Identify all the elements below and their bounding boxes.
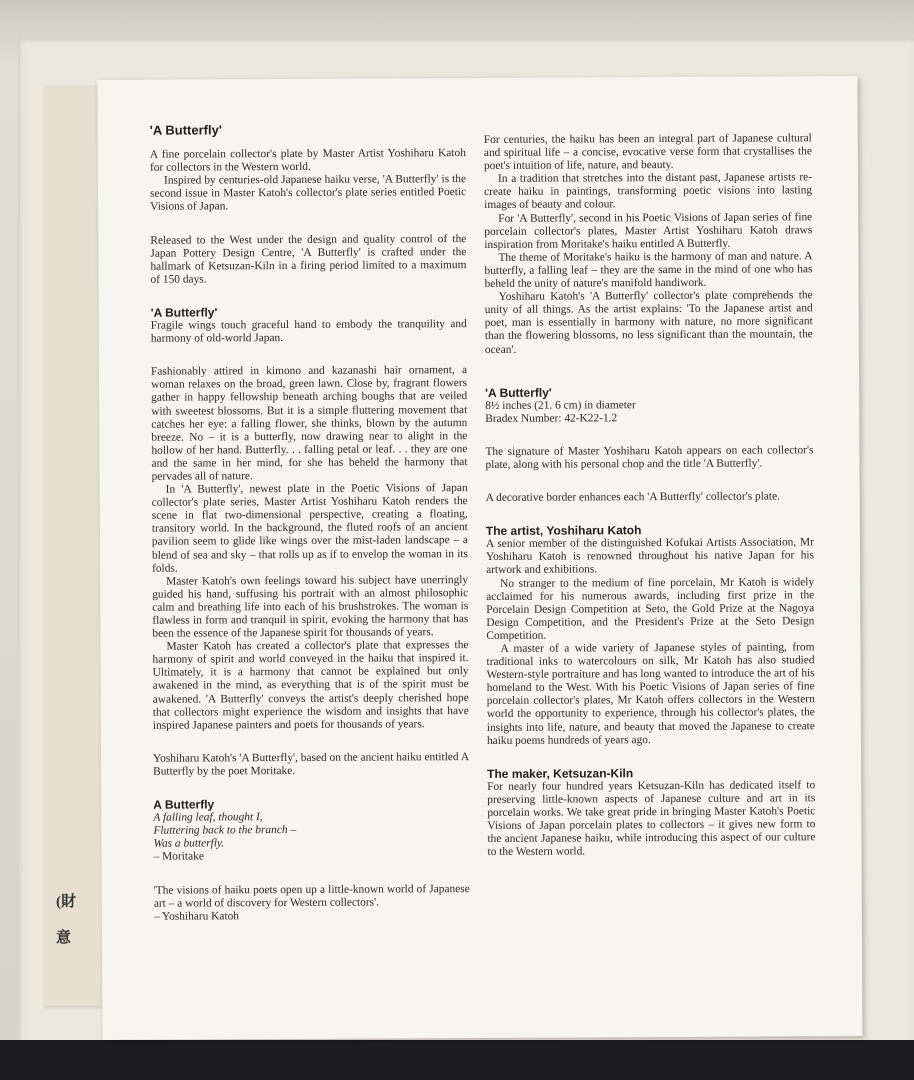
section-heading: The artist, Yoshiharu Katoh [485, 523, 642, 539]
poem-line: Was a butterfly. [153, 837, 225, 851]
quote-author: – Yoshiharu Katoh [153, 909, 240, 923]
dark-surface [0, 1040, 914, 1080]
paragraph: Master Katoh's own feelings toward his subject have unerringly guided his hand, suffusing his portrait with an almost philosophic calm and breathing life into each of his brushstrokes. The woman is flawless in form and tranquil in spirit, evoking the harmony that has been the essence of the Japanese spirit for thousands of years. [152, 573, 469, 640]
section-heading: The maker, Ketsuzan-Kiln [487, 765, 634, 781]
underlying-sheet-glyph: (財 [56, 894, 76, 910]
paragraph: A fine porcelain collector's plate by Master Artist Yoshiharu Katoh for collectors in the Western world. [149, 147, 466, 174]
paragraph: Inspired by centuries-old Japanese haiku verse, 'A Butterfly' is the second issue in Master Katoh's collector's plate series entitled Poetic Visions of Japan. [150, 173, 467, 214]
poem-author: – Moritake [153, 850, 204, 864]
paragraph: Yoshiharu Katoh's 'A Butterfly', based on the ancient haiku entitled A Butterfly by the poet Moritake. [153, 750, 470, 778]
paragraph: A master of a wide variety of Japanese styles of painting, from traditional inks to watercolours on silk, Mr Katoh has also studied Western-style portraiture and has long wanted to introduce the art of his homeland to the West. With his Poetic Visions of Japan series of fine porcelain collector's plates, Mr Katoh offers collectors in the Western world the opportunity to experience, through his collector's plates, the insights into life, nature, and beauty that moved the Japanese to create haiku poems hundreds of years ago. [486, 641, 815, 747]
paragraph: In 'A Butterfly', newest plate in the Poetic Visions of Japan collector's plate series, Master Artist Yoshiharu Katoh renders the scene in flat two-dimensional perspective, creating a floating, transitory world. In the background, the fluted roofs of an ancient pavilion seem to glide like wings over the mist-laden landscape – a blend of sea and sky – that rolls up as if to envelop the woman in its folds. [151, 482, 469, 575]
paragraph: Released to the West under the design and quality control of the Japan Pottery Design Centre, 'A Butterfly' is crafted under the hallmark of Ketsuzan-Kiln in a firing period limited to a maximum of 150 days. [150, 232, 467, 286]
paragraph: Fashionably attired in kimono and kazanashi hair ornament, a woman relaxes on the broad, green lawn. Close by, fragrant flowers gather in happy fellowship beneath arching boughs that are veiled with sweetest blossoms. But it is a simple fluttering movement that catches her eye: a falling flower, she thinks, blown by the autumn breeze. No – it is a butterfly, now drawing near to alight in the hollow of her hand. Butterfly. . . falling petal or leaf. . . they are one and the same in her mind, for she has beheld the harmony that pervades all of nature. [150, 364, 468, 483]
right-column [484, 132, 816, 859]
paragraph: Yoshiharu Katoh's 'A Butterfly' collector's plate comprehends the unity of all things. As the artist explains: 'To the Japanese artist and poet, man is essentially in harmony with nature, no more significant than the flowering blossoms, no less significant than the mountain, the ocean'. [484, 289, 813, 356]
left-column [150, 122, 470, 923]
section-heading: 'A Butterfly' [150, 305, 218, 320]
document-title: 'A Butterfly' [149, 122, 222, 138]
paragraph: Master Katoh has created a collector's plate that expresses the harmony of spirit and world conveyed in the haiku that inspired it. Ultimately, it is a harmony that cannot be explained but only awakened in the mind, as everything that is of the spirit must be awakened. 'A Butterfly' conveys the artist's deeply cherished hope that collectors might experience the wisdom and insights that have inspired Japanese painters and poets for thousands of years. [152, 639, 469, 732]
paragraph: For nearly four hundred years Ketsuzan-Kiln has dedicated itself to preserving little-known aspects of Japanese culture and art in its porcelain works. We take great pride in bringing Master Katoh's Poetic Visions of Japan porcelain plates to collectors – it gives new form to the ancient Japanese haiku, while introducing this aspect of our culture to the Western world. [487, 779, 816, 859]
underlying-sheet-glyph: 意 [56, 930, 72, 946]
poem-line: A falling leaf, thought I, [153, 811, 263, 824]
paragraph: The signature of Master Yoshiharu Katoh appears on each collector's plate, along with his personal chop and the title 'A Butterfly'. [485, 444, 814, 471]
spec-number: Bradex Number: 42-K22-1.2 [485, 412, 618, 425]
spec-size: 8½ inches (21. 6 cm) in diameter [485, 398, 636, 412]
document-page [97, 76, 862, 1040]
quote: 'The visions of haiku poets open up a little-known world of Japanese art – a world of discovery for Western collectors'. [153, 882, 470, 910]
paragraph: Fragile wings touch graceful hand to embody the tranquility and harmony of old-world Japan. [150, 318, 467, 345]
plate-specs [485, 385, 813, 426]
paragraph: For 'A Butterfly', second in his Poetic Visions of Japan series of fine porcelain collector's plates, Master Artist Yoshiharu Katoh draws inspiration from Moritake's haiku entitled A Butterfly. [484, 210, 813, 251]
paragraph: In a tradition that stretches into the distant past, Japanese artists re-create haiku in paintings, transforming poetic visions into lasting images of beauty and colour. [484, 171, 813, 212]
paragraph: The theme of Moritake's haiku is the harmony of man and nature. A butterfly, a falling leaf – they are the same in the mind of one who has beheld the unity of nature's manifold handiwork. [484, 250, 813, 291]
paragraph: No stranger to the medium of fine porcelain, Mr Katoh is widely acclaimed for his numerous awards, including first prize in the Porcelain Design Competition at Seto, the Gold Prize at the Nagoya Design Competition, and the President's Prize at the Seto Design Competition. [486, 575, 815, 642]
paragraph: For centuries, the haiku has been an integral part of Japanese cultural and spiritual life – a concise, evocative verse form that crystallises the poet's intuition of life, nature, and beauty. [483, 132, 812, 173]
paragraph: A senior member of the distinguished Kofukai Artists Association, Mr Yoshiharu Katoh is renowned throughout his native Japan for his artwork and exhibitions. [485, 536, 815, 577]
spec-title: 'A Butterfly' [485, 385, 552, 400]
paragraph: A decorative border enhances each 'A Butterfly' collector's plate. [485, 490, 780, 505]
poem-title: A Butterfly [153, 797, 215, 812]
poem-line: Fluttering back to the branch – [153, 824, 297, 837]
